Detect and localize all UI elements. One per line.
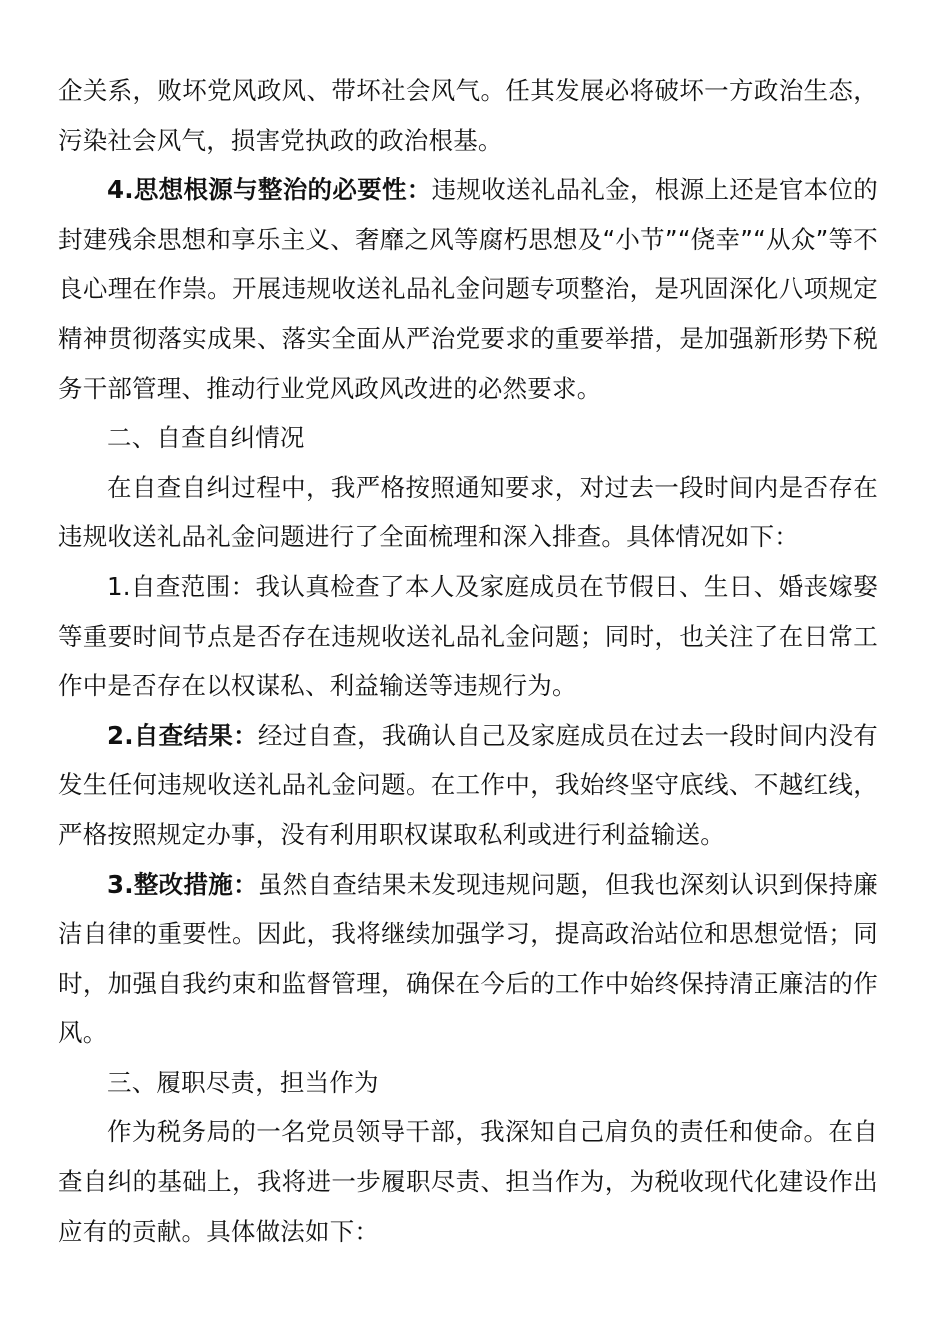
paragraph-self-inspection-intro (58, 463, 878, 562)
paragraph-duty-intro (58, 1107, 878, 1256)
heading-text: 三、履职尽责，担当作为 (107, 1067, 379, 1097)
paragraph-text: 违规收送礼品礼金，根源上还是官本位的封建残余思想和享乐主义、奢靡之风等腐朽思想及“小节”“侥幸”“从众”等不良心理在作祟。开展违规收送礼品礼金问题专项整治，是巩固深化八项规定精神贯彻落实成果、落实全面从严治党要求的重要举措，是加强新形势下税务干部管理、推动行业党风政风改进的必然要求。 (58, 175, 878, 403)
paragraph-text: 企关系，败坏党风政风、带坏社会风气。任其发展必将破坏一方政治生态，污染社会风气，损害党执政的政治根基。 (58, 76, 878, 155)
section-heading-self-inspection (58, 413, 878, 463)
paragraph-lead: 2.自查结果： (107, 720, 258, 750)
document-page (58, 66, 878, 1256)
paragraph-lead: 3.整改措施： (107, 869, 258, 899)
paragraph-text: 作为税务局的一名党员领导干部，我深知自己肩负的责任和使命。在自查自纠的基础上，我将进一步履职尽责、担当作为，为税收现代化建设作出应有的贡献。具体做法如下： (58, 1117, 878, 1246)
paragraph-text: 虽然自查结果未发现违规问题，但我也深刻认识到保持廉洁自律的重要性。因此，我将继续加强学习，提高政治站位和思想觉悟；同时，加强自我约束和监督管理，确保在今后的工作中始终保持清正廉洁的作风。 (58, 869, 878, 1048)
paragraph-lead: 4.思想根源与整治的必要性： (107, 175, 432, 205)
section-heading-duty (58, 1058, 878, 1108)
paragraph-inspection-result (58, 711, 878, 860)
paragraph-text: 1.自查范围：我认真检查了本人及家庭成员在节假日、生日、婚丧嫁娶等重要时间节点是否存在违规收送礼品礼金问题；同时，也关注了在日常工作中是否存在以权谋私、利益输送等违规行为。 (58, 571, 878, 701)
paragraph-text: 经过自查，我确认自己及家庭成员在过去一段时间内没有发生任何违规收送礼品礼金问题。在工作中，我始终坚守底线、不越红线，严格按照规定办事，没有利用职权谋取私利或进行利益输送。 (58, 720, 878, 849)
paragraph-continuation (58, 66, 878, 165)
heading-text: 二、自查自纠情况 (107, 423, 305, 453)
paragraph-rectification-measures (58, 860, 878, 1058)
paragraph-inspection-scope (58, 562, 878, 711)
paragraph-text: 在自查自纠过程中，我严格按照通知要求，对过去一段时间内是否存在违规收送礼品礼金问题进行了全面梳理和深入排查。具体情况如下： (58, 472, 878, 552)
paragraph-ideological-roots (58, 165, 878, 413)
